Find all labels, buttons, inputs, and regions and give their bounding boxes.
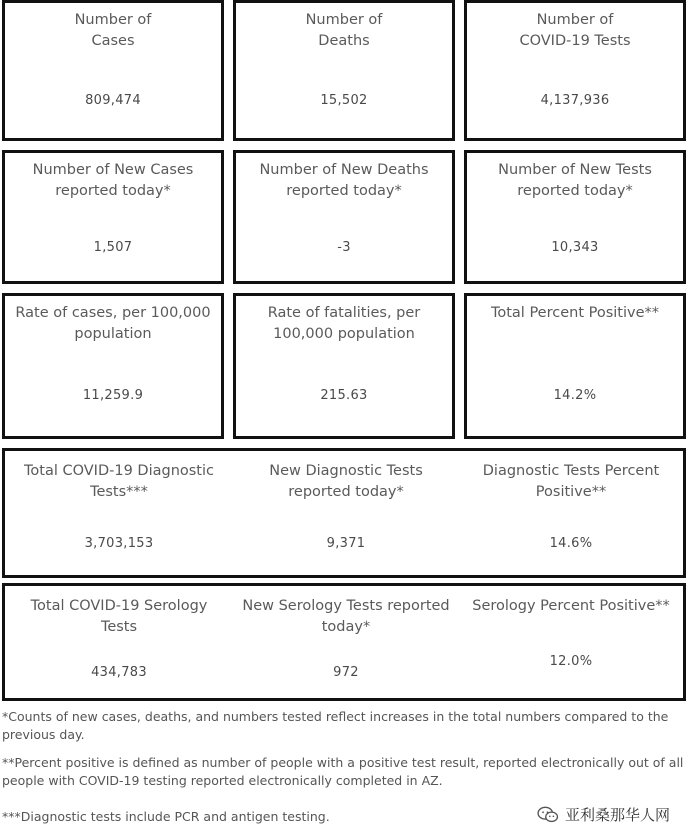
percent-positive-label: Total Percent Positive** <box>490 305 660 321</box>
deaths-value: 15,502 <box>320 93 368 108</box>
new-cases-card <box>2 150 224 284</box>
diagnostic-total-value: 3,703,153 <box>84 536 154 551</box>
percent-positive-value: 14.2% <box>553 388 597 403</box>
case-rate-value: 11,259.9 <box>82 388 144 403</box>
diagnostic-total-label: Total COVID-19 Diagnostic Tests*** <box>24 463 214 500</box>
deaths-card <box>233 0 455 141</box>
new-deaths-card <box>233 150 455 284</box>
new-tests-value: 10,343 <box>551 240 599 255</box>
diagnostic-new-label: New Diagnostic Tests reported today* <box>269 463 423 500</box>
new-cases-label: Number of New Cases reported today* <box>32 162 194 199</box>
new-deaths-value: -3 <box>337 240 351 255</box>
serology-percent-label: Serology Percent Positive** <box>472 598 670 614</box>
serology-new-label: New Serology Tests reported today* <box>242 598 450 635</box>
serology-total-value: 434,783 <box>91 665 147 680</box>
diagnostic-panel <box>2 448 686 578</box>
diagnostic-new-value: 9,371 <box>326 536 366 551</box>
serology-percent-value: 12.0% <box>549 654 593 669</box>
footnote-percent-positive: **Percent positive is defined as number of people with a positive test result, reported electronically out of all people with COVID-19 testing reported electronically completed in AZ. <box>2 755 684 788</box>
tests-card <box>464 0 686 141</box>
cases-label: Number of Cases <box>74 12 152 49</box>
diagnostic-percent-label: Diagnostic Tests Percent Positive** <box>482 463 660 500</box>
fatality-rate-card <box>233 293 455 439</box>
fatality-rate-label: Rate of fatalities, per 100,000 population <box>267 305 421 342</box>
serology-total-label: Total COVID-19 Serology Tests <box>30 598 208 635</box>
new-deaths-label: Number of New Deaths reported today* <box>259 162 429 199</box>
deaths-label: Number of Deaths <box>305 12 383 49</box>
wechat-icon <box>537 806 559 824</box>
footnote-new-counts: *Counts of new cases, deaths, and numbers tested reflect increases in the total numbers compared to the previous day. <box>2 709 669 742</box>
new-tests-card <box>464 150 686 284</box>
case-rate-card <box>2 293 224 439</box>
serology-panel <box>2 583 686 701</box>
fatality-rate-value: 215.63 <box>320 388 368 403</box>
diagnostic-percent-value: 14.6% <box>549 536 593 551</box>
watermark-text: 亚利桑那华人网 <box>564 806 670 824</box>
new-cases-value: 1,507 <box>93 240 133 255</box>
cases-card <box>2 0 224 141</box>
percent-positive-card <box>464 293 686 439</box>
tests-value: 4,137,936 <box>540 93 610 108</box>
cases-value: 809,474 <box>85 93 141 108</box>
watermark <box>537 804 670 825</box>
serology-new-value: 972 <box>333 665 359 680</box>
footnote-diagnostic-tests: ***Diagnostic tests include PCR and antigen testing. <box>2 809 330 824</box>
new-tests-label: Number of New Tests reported today* <box>498 162 652 199</box>
case-rate-label: Rate of cases, per 100,000 population <box>15 305 211 342</box>
tests-label: Number of COVID-19 Tests <box>519 12 631 49</box>
